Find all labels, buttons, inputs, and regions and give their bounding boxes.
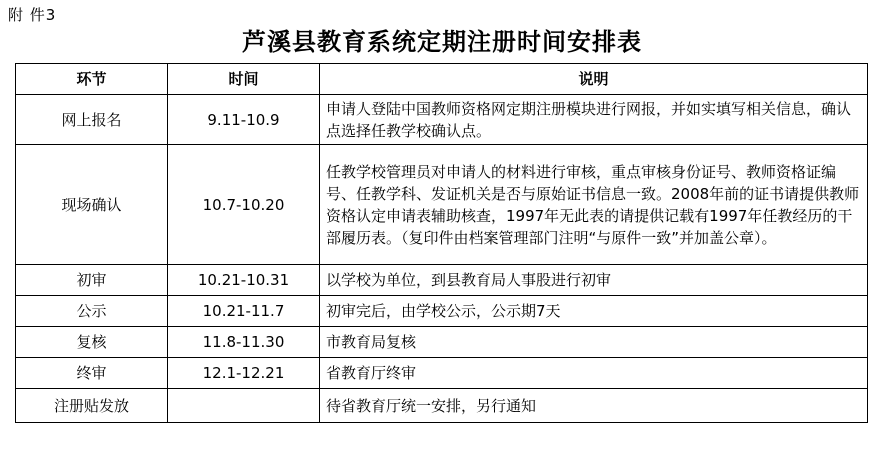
description-cell: 省教育厅终审 xyxy=(320,358,868,389)
description-cell: 任教学校管理员对申请人的材料进行审核，重点审核身份证号、教师资格证编号、任教学科、发证机关是否与原始证书信息一致。2008年前的证书请提供教师资格认定申请表辅助核查，1997年无此表的请提供记载有1997年任教经历的干部履历表。（复印件由档案管理部门注明“与原件一致”并加盖公章）。 xyxy=(320,145,868,265)
stage-cell: 现场确认 xyxy=(16,145,168,265)
table-row xyxy=(16,389,868,423)
table-row xyxy=(16,327,868,358)
table-row xyxy=(16,358,868,389)
time-cell: 10.7-10.20 xyxy=(168,145,320,265)
description-cell: 以学校为单位，到县教育局人事股进行初审 xyxy=(320,265,868,296)
description-cell: 初审完后，由学校公示，公示期7天 xyxy=(320,296,868,327)
description-cell: 市教育局复核 xyxy=(320,327,868,358)
table-row xyxy=(16,95,868,145)
description-cell: 申请人登陆中国教师资格网定期注册模块进行网报，并如实填写相关信息，确认点选择任教学校确认点。 xyxy=(320,95,868,145)
stage-cell: 公示 xyxy=(16,296,168,327)
schedule-table xyxy=(15,63,868,423)
time-cell: 11.8-11.30 xyxy=(168,327,320,358)
header-description: 说明 xyxy=(320,64,868,95)
header-time: 时间 xyxy=(168,64,320,95)
stage-cell: 复核 xyxy=(16,327,168,358)
stage-cell: 终审 xyxy=(16,358,168,389)
time-cell: 12.1-12.21 xyxy=(168,358,320,389)
table-header-row xyxy=(16,64,868,95)
stage-cell: 初审 xyxy=(16,265,168,296)
page-title: 芦溪县教育系统定期注册时间安排表 xyxy=(242,27,642,56)
table-row xyxy=(16,296,868,327)
time-cell: 10.21-11.7 xyxy=(168,296,320,327)
header-stage: 环节 xyxy=(16,64,168,95)
table-row xyxy=(16,145,868,265)
time-cell: 10.21-10.31 xyxy=(168,265,320,296)
time-cell: 9.11-10.9 xyxy=(168,95,320,145)
time-cell xyxy=(168,389,320,423)
stage-cell: 网上报名 xyxy=(16,95,168,145)
description-cell: 待省教育厅统一安排，另行通知 xyxy=(320,389,868,423)
annex-label: 附 件3 xyxy=(8,6,57,24)
table-row xyxy=(16,265,868,296)
stage-cell: 注册贴发放 xyxy=(16,389,168,423)
